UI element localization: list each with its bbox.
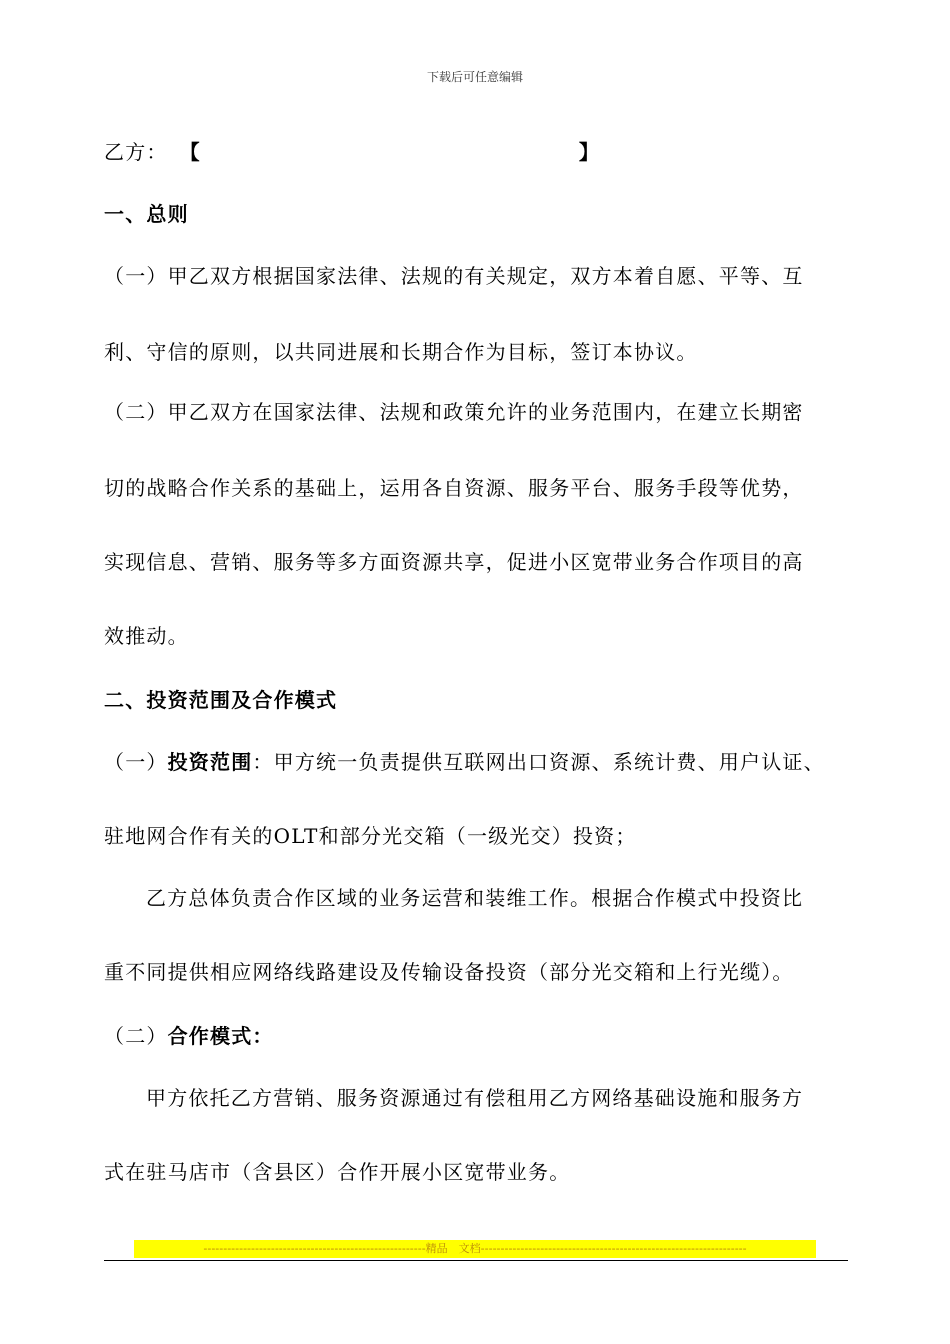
s1-p2-line2: 切的战略合作关系的基础上，运用各自资源、服务平台、服务手段等优势，: [104, 476, 804, 500]
party-b-label: 乙方：: [104, 140, 168, 164]
s1-p2-line1: （二）甲乙双方在国家法律、法规和政策允许的业务范围内，在建立长期密: [104, 400, 804, 424]
section1-heading: 一、总则: [104, 202, 189, 226]
s2-item1-p2-line1: 乙方总体负责合作区域的业务运营和装维工作。根据合作模式中投资比: [146, 886, 804, 910]
party-b-line: [104, 138, 600, 166]
footer-banner: --------------------------------------------------------精品 文档-------------------------------------------------------------------: [134, 1240, 816, 1258]
s1-p1-line2: 利、守信的原则，以共同进展和长期合作为目标，签订本协议。: [104, 340, 698, 364]
s1-p2-line4: 效推动。: [104, 624, 189, 648]
s2-item2-line1: 甲方依托乙方营销、服务资源通过有偿租用乙方网络基础设施和服务方: [146, 1086, 804, 1110]
s2-item1-prefix: （一）: [104, 750, 168, 774]
s2-item2-prefix: （二）: [104, 1024, 168, 1048]
s2-item1-line2: 驻地网合作有关的OLT和部分光交箱（一级光交）投资；: [104, 824, 637, 848]
s1-p2-line3: 实现信息、营销、服务等多方面资源共享，促进小区宽带业务合作项目的高: [104, 550, 804, 574]
footer-rule: [104, 1260, 848, 1261]
s2-item1-rest: ：甲方统一负责提供互联网出口资源、系统计费、用户认证、: [252, 750, 825, 774]
section2-heading: 二、投资范围及合作模式: [104, 688, 338, 712]
s2-item1-line1: [104, 748, 825, 776]
s2-item2-title: 合作模式：: [167, 1024, 274, 1048]
s2-item1-title: 投资范围: [167, 750, 253, 774]
party-b-bracket-open: 【: [179, 140, 201, 164]
s1-p1-line1: （一）甲乙双方根据国家法律、法规的有关规定，双方本着自愿、平等、互: [104, 264, 804, 288]
s2-item2-heading: [104, 1022, 274, 1050]
party-b-bracket-close: 】: [578, 140, 601, 164]
s2-item2-line2: 式在驻马店市（含县区）合作开展小区宽带业务。: [104, 1160, 571, 1184]
page-header-note: 下载后可任意编辑: [426, 70, 523, 84]
s2-item1-p2-line2: 重不同提供相应网络线路建设及传输设备投资（部分光交箱和上行光缆）。: [104, 960, 794, 984]
